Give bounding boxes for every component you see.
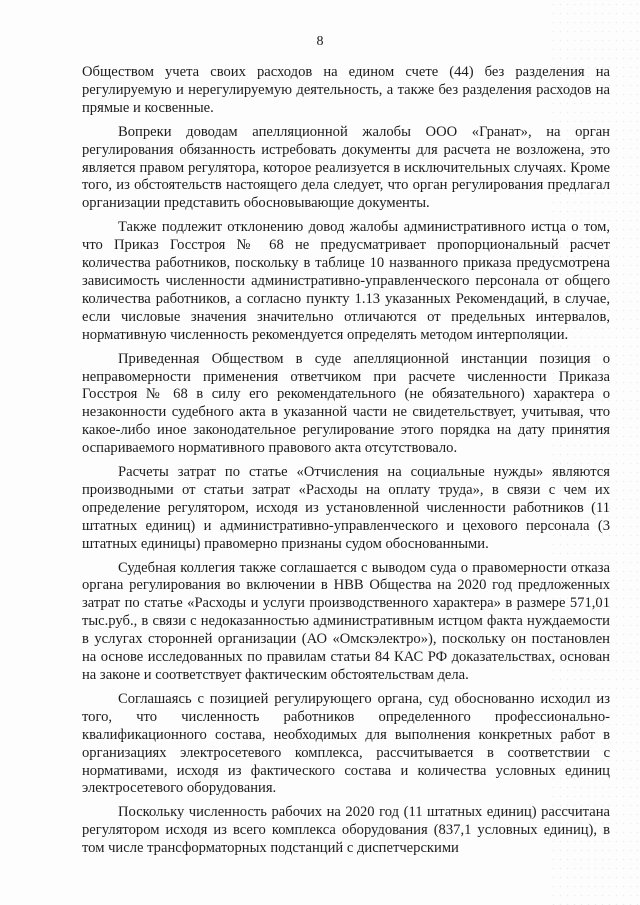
page-number: 8 [316, 34, 324, 49]
paragraph: Обществом учета своих расходов на едином счете (44) без разделения на регулируемую и нерегулируемую деятельность, а также без разделения расходов на прямые и косвенные. [82, 64, 610, 116]
body-text [82, 64, 610, 858]
paragraph: Приведенная Обществом в суде апелляционной инстанции позиция о неправомерности применения ответчиком при расчете численности Приказа Госстроя № 68 в силу его рекомендательного (не обязательного) характера о незаконности судебного акта в указанной части не свидетельствует, учитывая, что какое-либо иное законодательное регулирование этого порядка на дату принятия оспариваемого нормативного правового акта отсутствовало. [82, 350, 610, 457]
paragraph: Соглашаясь с позицией регулирующего органа, суд обоснованно исходил из того, что численность работников определенного профессионально-квалификационного состава, необходимых для выполнения конкретных работ в организациях электросетевого комплекса, рассчитывается в соответствии с нормативами, исходя из фактического состава и количества условных единиц электросетевого оборудования. [82, 690, 610, 797]
paragraph: Поскольку численность рабочих на 2020 год (11 штатных единиц) рассчитана регулятором исходя из всего комплекса оборудования (837,1 условных единиц), в том числе трансформаторных подстанций с диспетчерскими [82, 804, 610, 857]
paragraph: Расчеты затрат по статье «Отчисления на социальные нужды» являются производными от статьи затрат «Расходы на оплату труда», в связи с чем их определение регулятором, исходя из установленной численности работников (11 штатных единиц) и административно-управленческого и цехового персонала (3 штатных единицы) правомерно признаны судом обоснованными. [82, 464, 610, 552]
paragraph: Вопреки доводам апелляционной жалобы ООО «Гранат», на орган регулирования обязанность истребовать документы для расчета не возложена, это является правом регулятора, которое реализуется в исключительных случаях. Кроме того, из обстоятельств настоящего дела следует, что орган регулирования предлагал организации представить обосновывающие документы. [82, 123, 610, 212]
paragraph: Судебная коллегия также соглашается с выводом суда о правомерности отказа органа регулирования во включении в НВВ Общества на 2020 год предложенных затрат по статье «Расходы и услуги производственного характера» в размере 571,01 тыс.руб., в связи с недоказанностью административным истцом факта нуждаемости в услугах сторонней организации (АО «Омскэлектро»), поскольку он постановлен на основе исследованных по правилам статьи 84 КАС РФ доказательствах, основан на законе и соответствует фактическим обстоятельствам дела. [82, 559, 610, 683]
paragraph: Также подлежит отклонению довод жалобы административного истца о том, что Приказ Госстроя № 68 не предусматривает пропорциональный расчет количества работников, поскольку в таблице 10 названного приказа предусмотрена зависимость численности административно-управленческого персонала от общего количества работников, а согласно пункту 1.13 указанных Рекомендаций, в случае, если числовые значения значительно отличаются от предельных интервалов, нормативную численность рекомендуется определять методом интерполяции. [82, 219, 610, 343]
